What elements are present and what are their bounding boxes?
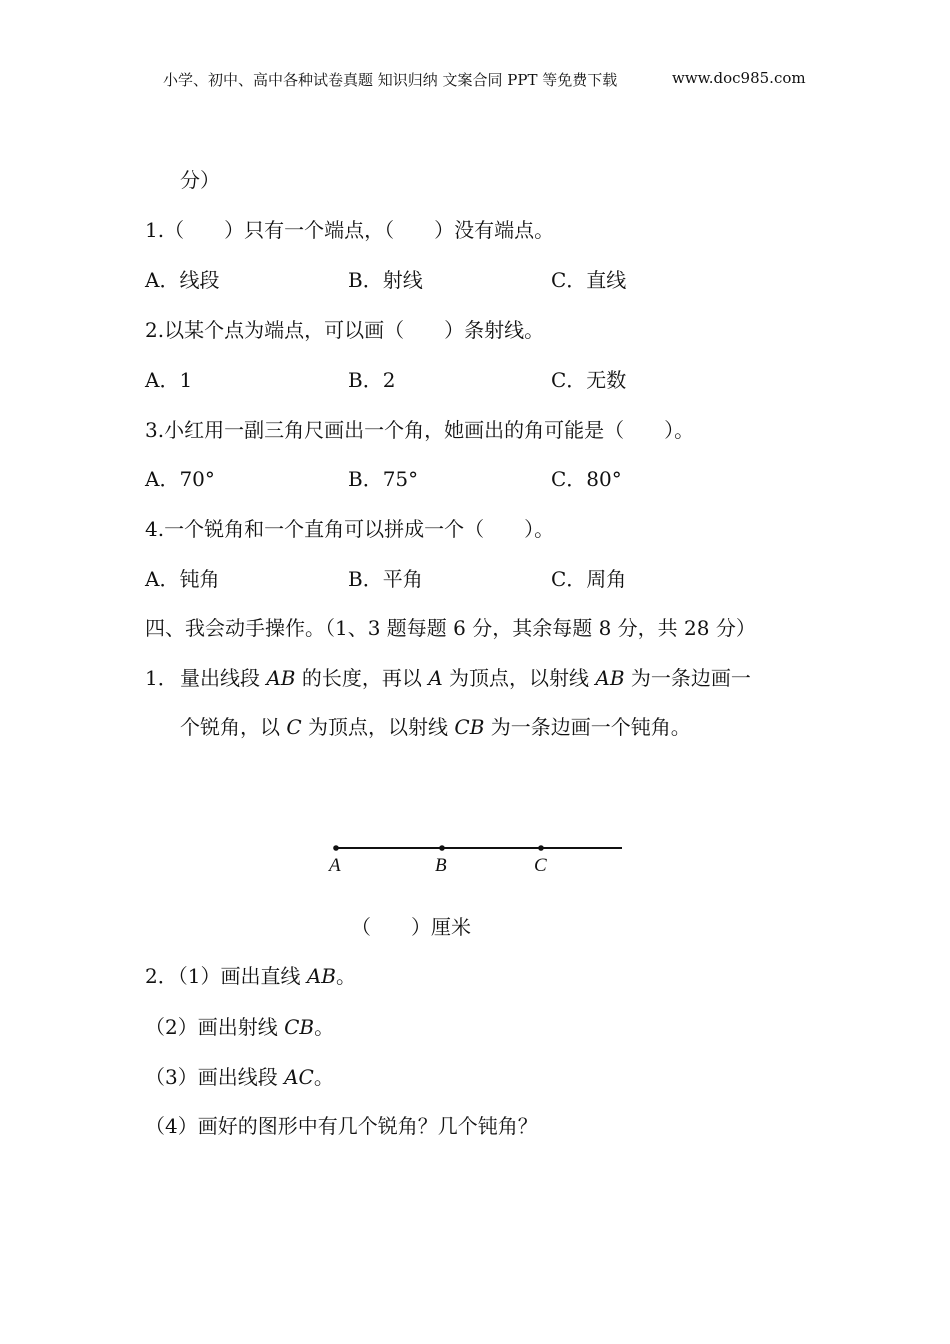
p1-answer-blank: （ ）厘米 xyxy=(351,915,471,939)
q2-option-b: B．2 xyxy=(348,368,396,392)
ray-figure xyxy=(320,835,640,885)
q3-option-a: A．70° xyxy=(145,467,215,491)
q2-stem: 2.以某个点为端点，可以画（ ）条射线。 xyxy=(145,318,545,342)
q4-stem: 4.一个锐角和一个直角可以拼成一个（ ）。 xyxy=(145,517,555,541)
q4-option-b: B．平角 xyxy=(348,567,423,591)
p2-step4: （4）画好的图形中有几个锐角？几个钝角？ xyxy=(145,1114,538,1138)
point-b-dot xyxy=(439,845,445,851)
q3-stem: 3.小红用一副三角尺画出一个角，她画出的角可能是（ ）。 xyxy=(145,418,695,442)
section4-title: 四、我会动手操作。（1、3 题每题 6 分，其余每题 8 分，共 28 分） xyxy=(145,616,756,640)
p1-line1: 量出线段 AB 的长度，再以 A 为顶点，以射线 AB 为一条边画一 xyxy=(180,666,751,690)
point-c-dot xyxy=(538,845,544,851)
q3-option-b: B．75° xyxy=(348,467,419,491)
point-c-label: C xyxy=(534,855,547,876)
p2-step1: 2．（1）画出直线 AB。 xyxy=(145,964,356,988)
q4-option-c: C．周角 xyxy=(551,567,627,591)
p1-number: 1． xyxy=(145,666,178,690)
q2-option-c: C．无数 xyxy=(551,368,627,392)
p2-step3: （3）画出线段 AC。 xyxy=(145,1065,334,1089)
q1-option-b: B．射线 xyxy=(348,268,423,292)
page-header-site: www.doc985.com xyxy=(672,69,806,87)
q1-option-c: C．直线 xyxy=(551,268,627,292)
q2-option-a: A．1 xyxy=(145,368,193,392)
p1-line2: 个锐角，以 C 为顶点，以射线 CB 为一条边画一个钝角。 xyxy=(180,715,691,739)
point-b-label: B xyxy=(435,855,447,876)
page-header-text: 小学、初中、高中各种试卷真题 知识归纳 文案合同 PPT 等免费下载 xyxy=(163,71,618,89)
section3-tail: 分） xyxy=(180,168,220,192)
p2-step2: （2）画出射线 CB。 xyxy=(145,1015,335,1039)
point-a-label: A xyxy=(329,855,341,876)
q1-stem: 1.（ ）只有一个端点，（ ）没有端点。 xyxy=(145,218,555,242)
q3-option-c: C．80° xyxy=(551,467,622,491)
q1-option-a: A．线段 xyxy=(145,268,220,292)
q4-option-a: A．钝角 xyxy=(145,567,220,591)
point-a-dot xyxy=(333,845,339,851)
